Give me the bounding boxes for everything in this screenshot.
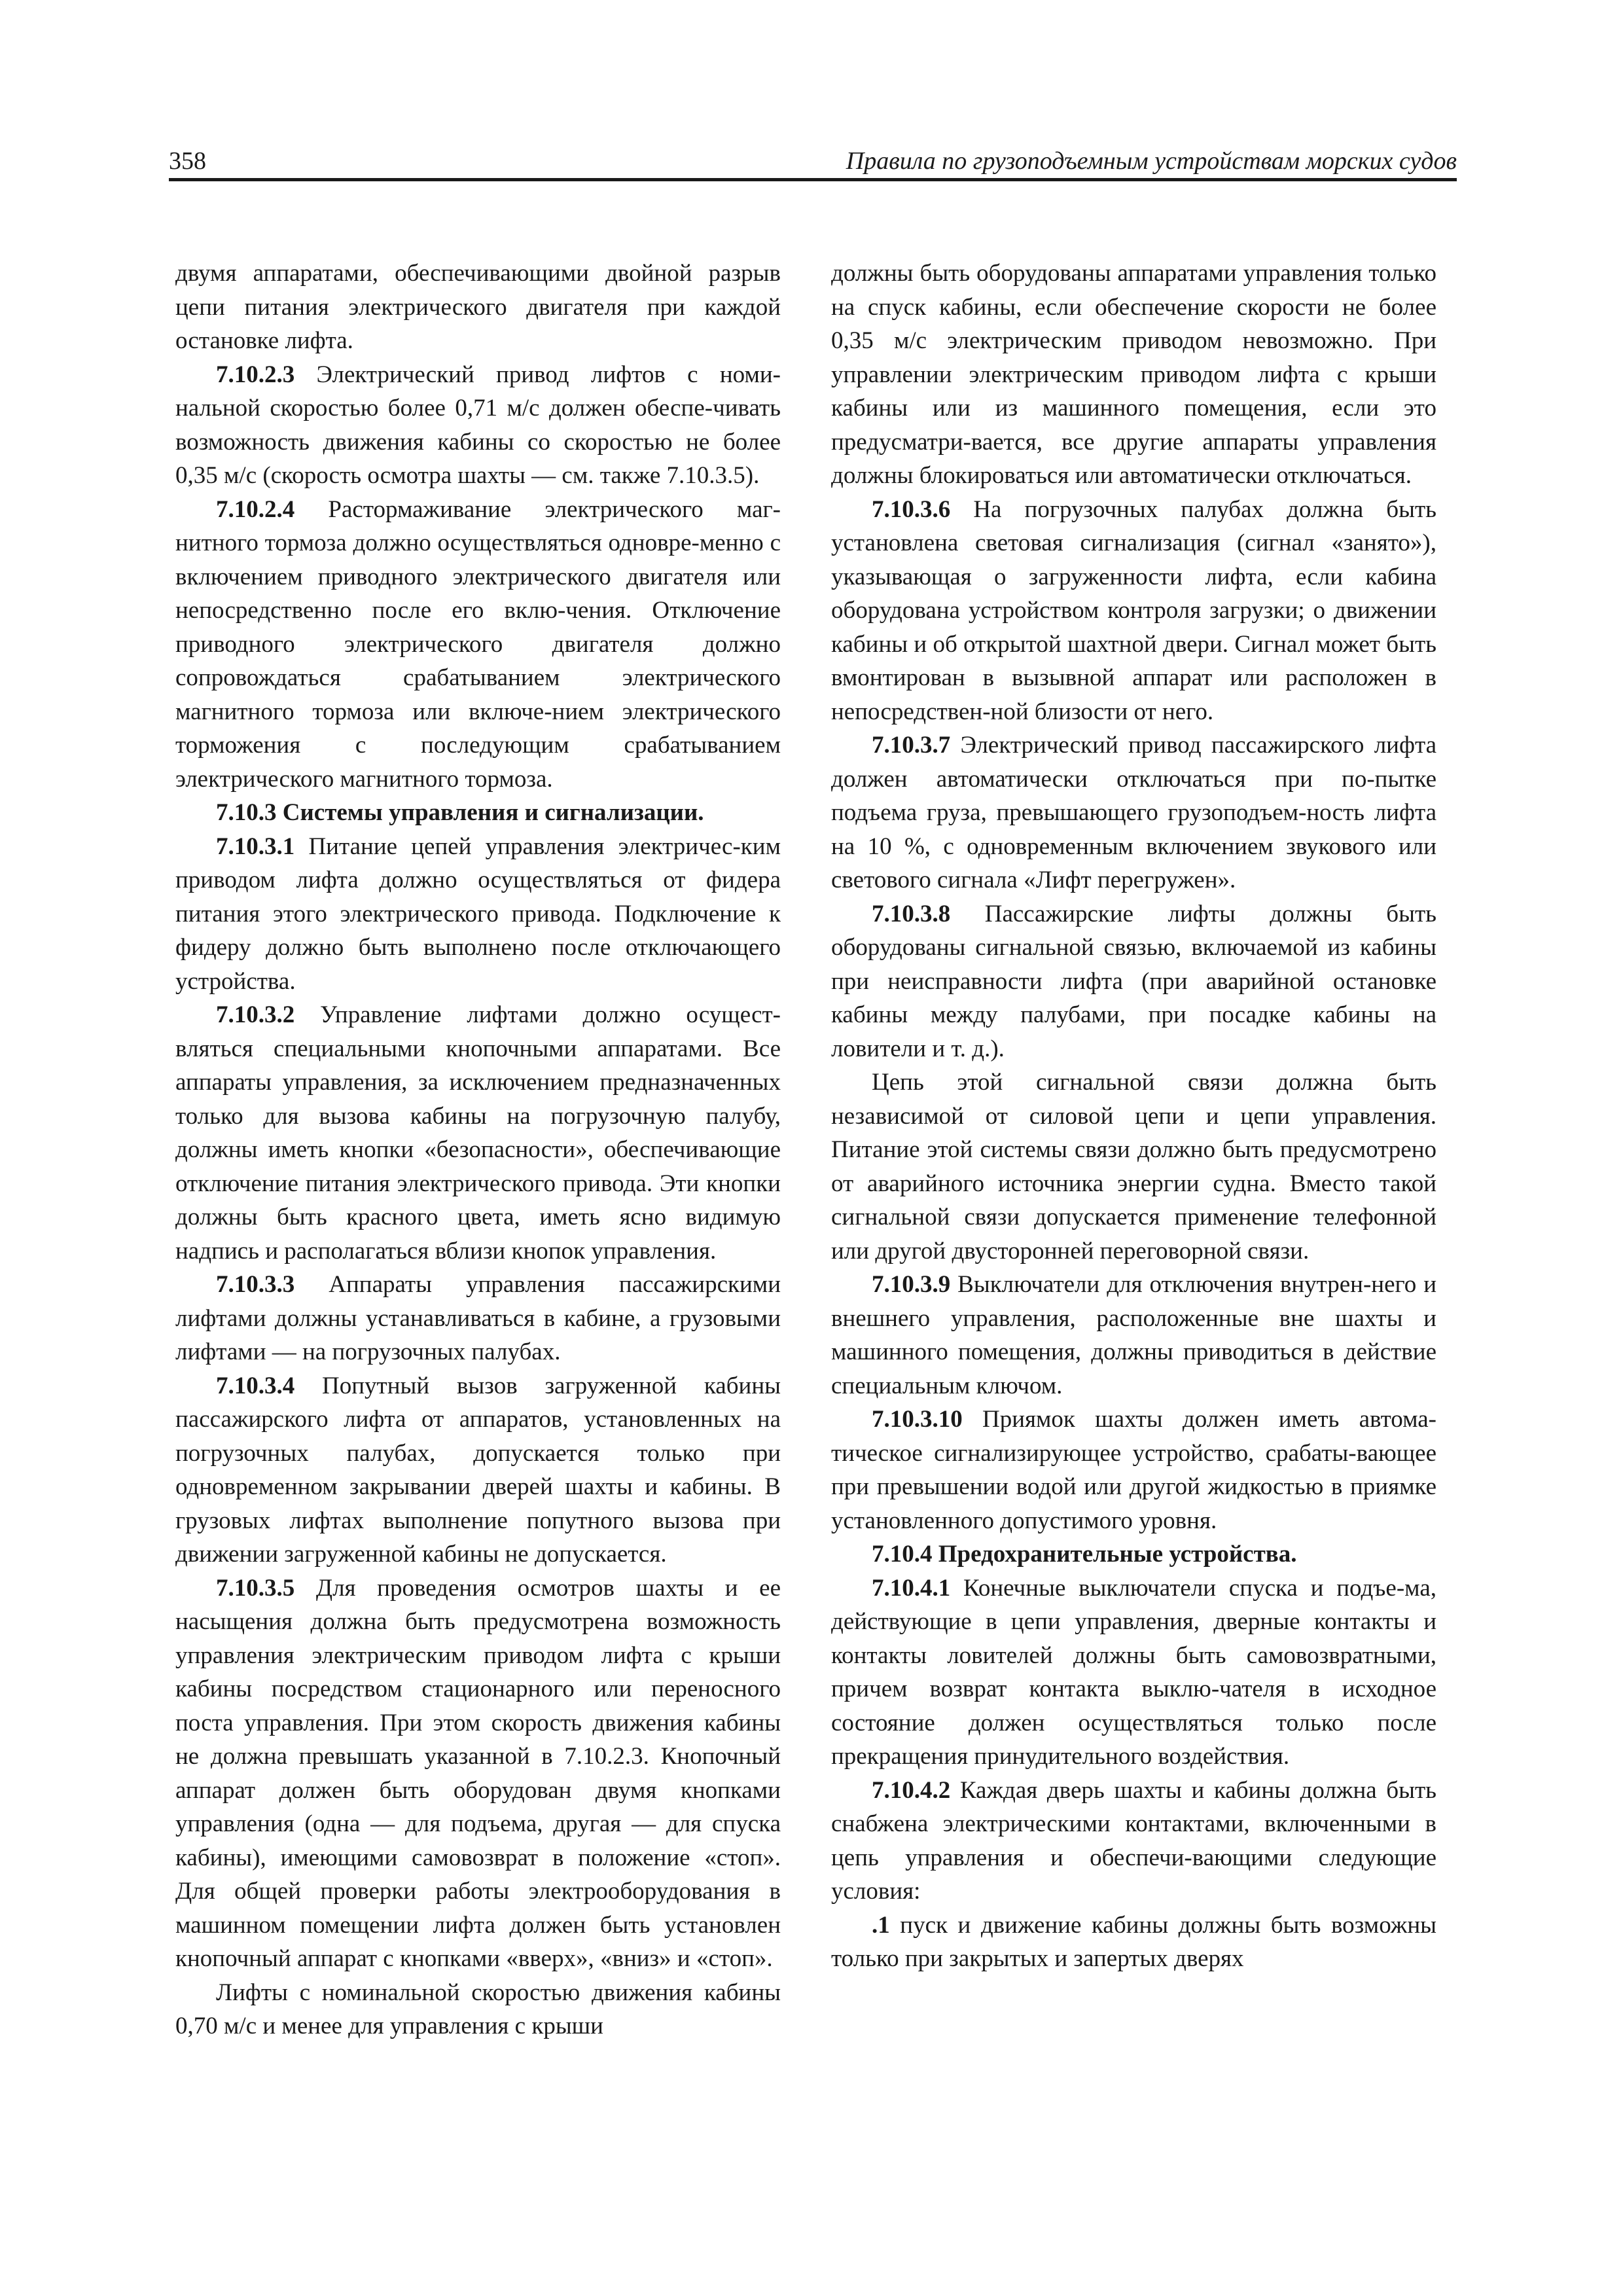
- paragraph: двумя аппаратами, обеспечивающими двойной разрыв цепи питания электрического двигателя при каждой остановке лифта.: [175, 260, 781, 354]
- paragraph: 7.10.4.1 Конечные выключатели спуска и подъе-ма, действующие в цепи управления, дверные контакты и контакты ловителей должны быть самовозвратными, причем возврат контакта выклю-чателя в исходное состояние должен осуществляться только после прекращения принудительного воздействия.: [831, 1574, 1436, 1770]
- paragraph: 7.10.3.2 Управление лифтами должно осущест-вляться специальными кнопочными аппаратами. Все аппараты управления, за исключением предназначенных только для вызова кабины на погрузочную палубу, должны иметь кнопки «безопасности», обеспечивающие отключение питания электрического привода. Эти кнопки должны быть красного цвета, иметь ясно видимую надпись и располагаться вблизи кнопок управления.: [175, 1001, 781, 1265]
- paragraph: 7.10.3.8 Пассажирские лифты должны быть оборудованы сигнальной связью, включаемой из кабины при неисправности лифта (при аварийной остановке кабины между палубами, при посадке кабины на ловители и т. д.).: [831, 900, 1436, 1062]
- clause-number: 7.10.3.6: [872, 495, 951, 523]
- page-header: [169, 139, 1457, 181]
- section-heading: 7.10.3 Системы управления и сигнализации.: [216, 799, 704, 826]
- clause-number: 7.10.3.2: [216, 1001, 295, 1028]
- paragraph: должны быть оборудованы аппаратами управления только на спуск кабины, если обеспечение скорости не более 0,35 м/с электрическим приводом невозможно. При управлении электрическим приводом лифта с крыши кабины или из машинного помещения, если это предусматри-вается, все другие аппараты управления должны блокироваться или автоматически отключаться.: [831, 260, 1436, 489]
- clause-number: 7.10.3.8: [872, 900, 951, 927]
- paragraph: 7.10.3.10 Приямок шахты должен иметь автома-тическое сигнализирующее устройство, срабаты-вающее при превышении водой или другой жидкостью в приямке установленного допустимого уровня.: [831, 1406, 1436, 1534]
- page-number: 358: [169, 147, 206, 175]
- clause-number: 7.10.4.1: [872, 1574, 951, 1602]
- clause-number: 7.10.3.9: [872, 1271, 951, 1298]
- clause-number: 7.10.2.3: [216, 361, 295, 388]
- clause-number: 7.10.4.2: [872, 1776, 951, 1804]
- section-heading: 7.10.4 Предохранительные устройства.: [872, 1541, 1297, 1568]
- paragraph: 7.10.3.1 Питание цепей управления электричес-ким приводом лифта должно осуществляться от фидера питания этого электрического привода. Подключение к фидеру должно быть выполнено после отключающего устройства.: [175, 833, 781, 995]
- clause-number: 7.10.3.1: [216, 833, 295, 860]
- left-column: [175, 257, 781, 2043]
- paragraph: 7.10.2.4 Растормаживание электрического маг-нитного тормоза должно осуществляться одновре-менно с включением приводного электрического двигателя или непосредственно после его вклю-чения. Отключение приводного электрического двигателя должно сопровождаться срабатыванием электрического магнитного тормоза или включе-нием электрического торможения с последующим срабатыванием электрического магнитного тормоза.: [175, 495, 781, 793]
- paragraph: Цепь этой сигнальной связи должна быть независимой от силовой цепи и цепи управления. Питание этой системы связи должно быть предусмотрено от аварийного источника энергии судна. Вместо такой сигнальной связи допускается применение телефонной или другой двусторонней переговорной связи.: [831, 1069, 1436, 1265]
- clause-number: 7.10.3.10: [872, 1406, 963, 1433]
- clause-number: 7.10.3.4: [216, 1372, 295, 1399]
- paragraph: 7.10.3.6 На погрузочных палубах должна быть установлена световая сигнализация (сигнал «занято»), указывающая о загруженности лифта, если кабина оборудована устройством контроля загрузки; о движении кабины и об открытой шахтной двери. Сигнал может быть вмонтирован в вызывной аппарат или расположен в непосредствен-ной близости от него.: [831, 495, 1436, 725]
- paragraph: 7.10.3.3 Аппараты управления пассажирскими лифтами должны устанавливаться в кабине, а грузовыми лифтами — на погрузочных палубах.: [175, 1271, 781, 1365]
- paragraph: .1 пуск и движение кабины должны быть возможны только при закрытых и запертых дверях: [831, 1911, 1436, 1972]
- paragraph: 7.10.3.9 Выключатели для отключения внутрен-него и внешнего управления, расположенные вне шахты и машинного помещения, должны приводиться в действие специальным ключом.: [831, 1271, 1436, 1399]
- paragraph: 7.10.2.3 Электрический привод лифтов с номи-нальной скоростью более 0,71 м/с должен обеспе-чивать возможность движения кабины со скоростью не более 0,35 м/с (скорость осмотра шахты — см. также 7.10.3.5).: [175, 361, 781, 489]
- paragraph: Лифты с номинальной скоростью движения кабины 0,70 м/с и менее для управления с крыши: [175, 1979, 781, 2039]
- paragraph: 7.10.3.5 Для проведения осмотров шахты и ее насыщения должна быть предусмотрена возможность управления электрическим приводом лифта с крыши кабины посредством стационарного или переносного поста управления. При этом скорость движения кабины не должна превышать указанной в 7.10.2.3. Кнопочный аппарат должен быть оборудован двумя кнопками управления (одна — для подъема, другая — для спуска кабины), имеющими самовозврат в положение «стоп». Для общей проверки работы электрооборудования в машинном помещении лифта должен быть установлен кнопочный аппарат с кнопками «вверх», «вниз» и «стоп».: [175, 1574, 781, 1972]
- paragraph: 7.10.4.2 Каждая дверь шахты и кабины должна быть снабжена электрическими контактами, включенными в цепь управления и обеспечи-вающими следующие условия:: [831, 1776, 1436, 1905]
- clause-number: 7.10.2.4: [216, 495, 295, 523]
- running-title: Правила по грузоподъемным устройствам морских судов: [846, 147, 1457, 175]
- clause-number: 7.10.3.5: [216, 1574, 295, 1602]
- clause-number: .1: [872, 1911, 890, 1939]
- paragraph: 7.10.3.7 Электрический привод пассажирского лифта должен автоматически отключаться при по-пытке подъема груза, превышающего грузоподъем-ность лифта на 10 %, с одновременным включением звукового или светового сигнала «Лифт перегружен».: [831, 732, 1436, 893]
- clause-number: 7.10.3.7: [872, 732, 951, 759]
- clause-number: 7.10.3.3: [216, 1271, 295, 1298]
- paragraph: 7.10.3.4 Попутный вызов загруженной кабины пассажирского лифта от аппаратов, установленных на погрузочных палубах, допускается только при одновременном закрывании дверей шахты и кабины. В грузовых лифтах выполнение попутного вызова при движении загруженной кабины не допускается.: [175, 1372, 781, 1568]
- right-column: [831, 257, 1436, 1976]
